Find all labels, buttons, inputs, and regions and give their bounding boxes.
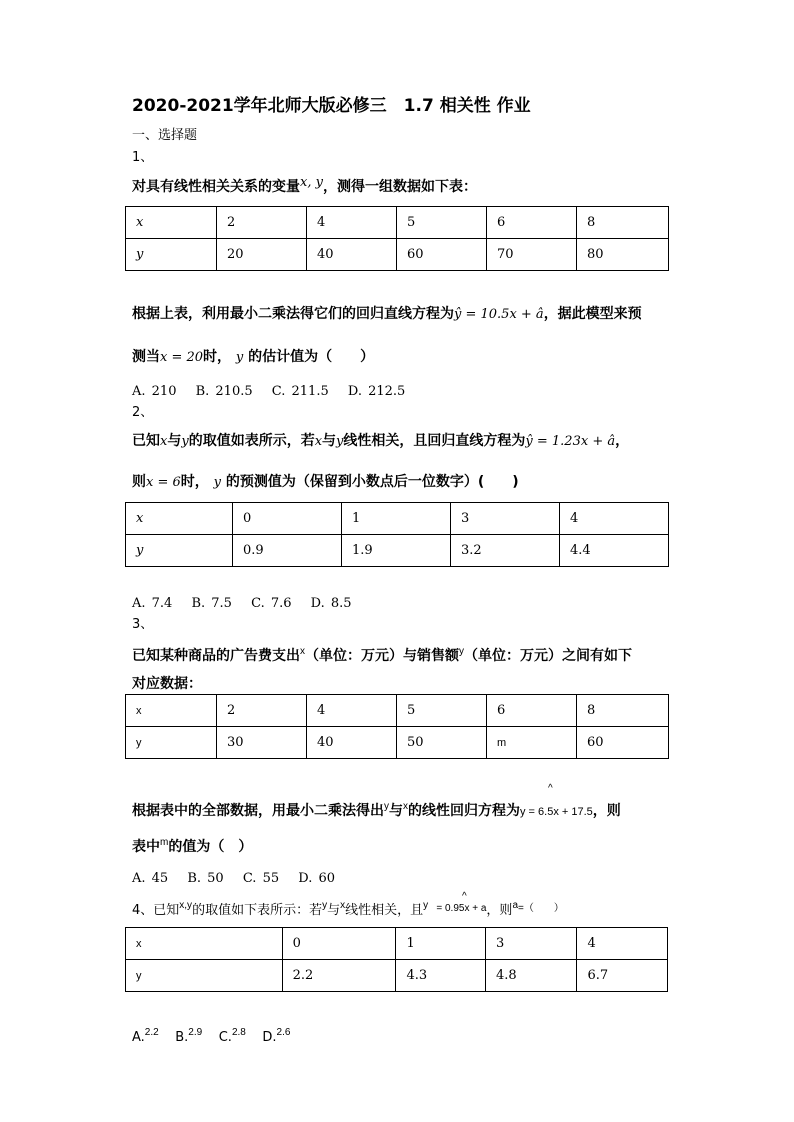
- table-row: [126, 960, 668, 992]
- table-cell: 2.2: [282, 960, 396, 992]
- q2-stem-line2: 则x = 6时， y 的预测值为（保留到小数点后一位数字）( ): [132, 474, 519, 490]
- q2-number: 2、: [132, 405, 154, 420]
- table-cell: 4: [560, 503, 669, 535]
- table-cell: 20: [217, 239, 307, 271]
- option-label: D.: [262, 1030, 277, 1045]
- q4-options: [132, 1027, 291, 1045]
- table-cell: y: [126, 535, 233, 567]
- table-cell: 1: [396, 928, 485, 960]
- table-cell: 70: [487, 239, 577, 271]
- q4-data-table: [125, 927, 668, 992]
- table-cell: 6: [487, 207, 577, 239]
- table-row: [126, 727, 669, 759]
- table-cell: 3: [485, 928, 577, 960]
- table-cell: x: [126, 695, 217, 727]
- q3-stem-line3: 根据表中的全部数据，用最小二乘法得出$^y$与$^x$的线性回归方程为y = 6.5x + 17.5，则: [132, 801, 621, 819]
- q4-stem: 4、已知$^{x,y}$的取值如下表所示：若$^y$与$^x$线性相关，且$^y$ $^{= 0.95x + a}$，则$^{a=( )}$: [132, 900, 564, 918]
- table-cell: 4: [577, 928, 668, 960]
- table-row: [126, 535, 669, 567]
- table-cell: 4.4: [560, 535, 669, 567]
- table-cell: x: [126, 503, 233, 535]
- table-cell: 3.2: [451, 535, 560, 567]
- q3-options: A. 45 B. 50 C. 55 D. 60: [132, 871, 336, 886]
- table-row: [126, 207, 669, 239]
- table-row: [126, 239, 669, 271]
- q2-data-table: [125, 502, 669, 567]
- table-cell: 8: [577, 695, 669, 727]
- q4-hat-mark: ^: [462, 891, 467, 902]
- table-cell: 60: [577, 727, 669, 759]
- option-label: C.: [218, 1030, 232, 1045]
- q1-stem-line3: 测当x = 20时， y 的估计值为（ ）: [132, 349, 375, 365]
- table-cell: 30: [217, 727, 307, 759]
- table-row: [126, 695, 669, 727]
- table-cell: 0: [233, 503, 342, 535]
- q3-hat-mark: ^: [548, 783, 553, 794]
- table-cell: y: [126, 239, 217, 271]
- table-cell: 2: [217, 207, 307, 239]
- q1-stem-line2: 根据上表，利用最小二乘法得它们的回归直线方程为ŷ = 10.5x + â，据此模型来预: [132, 306, 642, 322]
- table-cell: 5: [397, 207, 487, 239]
- table-cell: 40: [307, 727, 397, 759]
- q3-stem-line1: 已知某种商品的广告费支出$^x$（单位：万元）与销售额$^y$（单位：万元）之间有如下: [132, 646, 632, 664]
- table-cell: 8: [577, 207, 669, 239]
- option-value: 2.2: [144, 1027, 159, 1038]
- table-cell: m: [487, 727, 577, 759]
- table-cell: 5: [397, 695, 487, 727]
- table-cell: 1.9: [342, 535, 451, 567]
- table-cell: 4.8: [485, 960, 577, 992]
- table-cell: 0: [282, 928, 396, 960]
- table-cell: x: [126, 207, 217, 239]
- option-value: 2.9: [188, 1027, 203, 1038]
- table-row: [126, 928, 668, 960]
- option-value: 2.6: [276, 1027, 291, 1038]
- table-cell: 2: [217, 695, 307, 727]
- option-label: A.: [132, 1030, 145, 1045]
- q3-stem-line2: 对应数据：: [132, 676, 202, 692]
- page-title: 2020-2021学年北师大版必修三 1.7 相关性 作业: [132, 96, 531, 116]
- q1-data-table: [125, 206, 669, 271]
- table-cell: 1: [342, 503, 451, 535]
- q3-data-table: [125, 694, 669, 759]
- q1-stem-line1: 对具有线性相关关系的变量x, y，测得一组数据如下表：: [132, 175, 477, 195]
- table-cell: 4: [307, 207, 397, 239]
- table-cell: 50: [397, 727, 487, 759]
- q3-number: 3、: [132, 617, 154, 632]
- table-cell: y: [126, 960, 283, 992]
- table-cell: y: [126, 727, 217, 759]
- q2-options: A. 7.4 B. 7.5 C. 7.6 D. 8.5: [132, 596, 352, 611]
- table-cell: 60: [397, 239, 487, 271]
- section-heading: 一、选择题: [132, 128, 198, 143]
- q1-number: 1、: [132, 150, 154, 165]
- q3-stem-line4: 表中$^m$的值为（ ）: [132, 837, 253, 855]
- table-cell: 4: [307, 695, 397, 727]
- table-cell: x: [126, 928, 283, 960]
- q1-options: A. 210 B. 210.5 C. 211.5 D. 212.5: [132, 384, 406, 399]
- table-cell: 0.9: [233, 535, 342, 567]
- table-cell: 6: [487, 695, 577, 727]
- table-cell: 80: [577, 239, 669, 271]
- table-row: [126, 503, 669, 535]
- option-label: B.: [175, 1030, 189, 1045]
- table-cell: 4.3: [396, 960, 485, 992]
- q2-stem-line1: 已知x与y的取值如表所示，若x与y线性相关，且回归直线方程为ŷ = 1.23x + â，: [132, 433, 630, 449]
- option-value: 2.8: [231, 1027, 246, 1038]
- table-cell: 6.7: [577, 960, 668, 992]
- table-cell: 3: [451, 503, 560, 535]
- table-cell: 40: [307, 239, 397, 271]
